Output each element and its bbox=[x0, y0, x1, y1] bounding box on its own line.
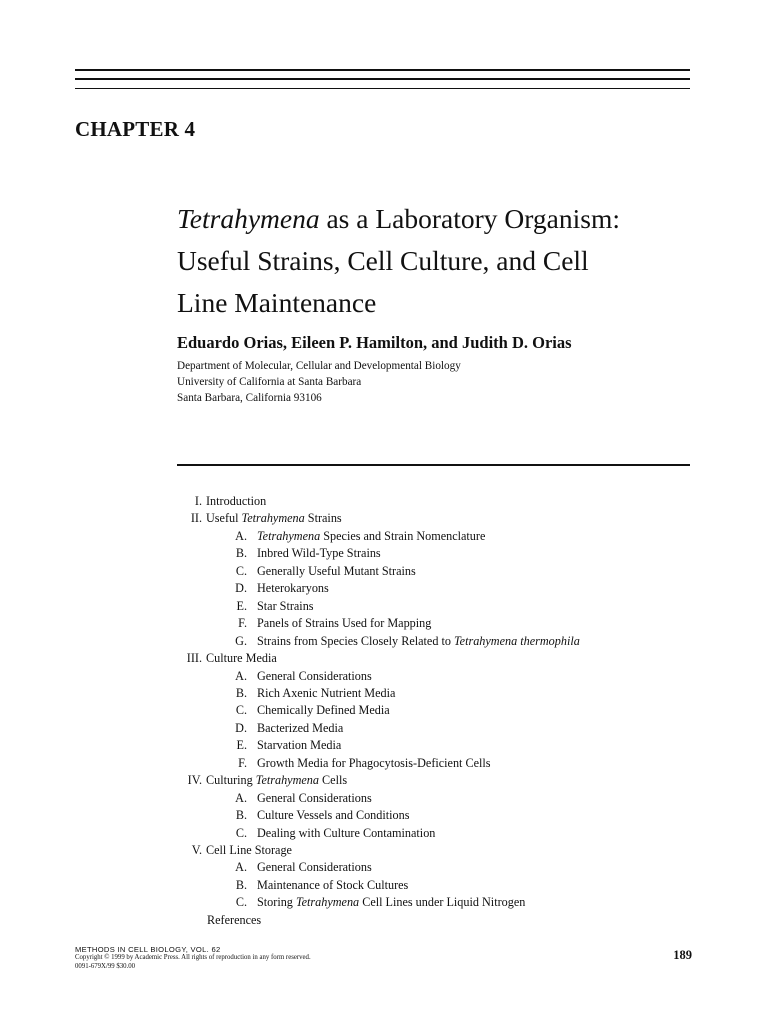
header-rule-middle bbox=[75, 78, 690, 80]
toc-text-part: General Considerations bbox=[257, 860, 372, 875]
chapter-title bbox=[177, 198, 697, 324]
toc-entry-text bbox=[206, 772, 347, 789]
affiliation-line: University of California at Santa Barbara bbox=[177, 376, 362, 388]
toc-text-part: Star Strains bbox=[257, 598, 314, 613]
toc-text-part: Growth Media for Phagocytosis-Deficient Cells bbox=[257, 755, 491, 770]
toc-italic-term: Tetrahymena bbox=[257, 528, 321, 543]
toc-italic-term: Tetrahymena thermophila bbox=[454, 633, 580, 648]
toc-text-part: Strains from Species Closely Related to bbox=[257, 633, 454, 648]
toc-entry-number: B. bbox=[235, 685, 247, 700]
toc-text-part: Strains bbox=[304, 511, 342, 526]
toc-entry-number: C. bbox=[235, 563, 247, 578]
toc-divider-rule bbox=[177, 464, 690, 466]
affiliation-line: Department of Molecular, Cellular and Developmental Biology bbox=[177, 360, 461, 372]
toc-entry-text bbox=[257, 825, 435, 842]
toc-entry-text bbox=[257, 755, 491, 772]
title-line-1-rest: as a Laboratory Organism: bbox=[319, 203, 620, 234]
toc-entry-number: E. bbox=[236, 598, 247, 613]
toc-entry-text bbox=[257, 859, 372, 876]
toc-text-part: Culture Vessels and Conditions bbox=[257, 808, 410, 823]
toc-entry-number: B. bbox=[235, 546, 247, 561]
affiliation bbox=[177, 358, 461, 406]
toc-entry-number: D. bbox=[235, 581, 247, 596]
toc-italic-term: Tetrahymena bbox=[241, 511, 305, 526]
toc-text-part: General Considerations bbox=[257, 790, 372, 805]
toc-text-part: General Considerations bbox=[257, 668, 372, 683]
toc-text-part: Chemically Defined Media bbox=[257, 703, 390, 718]
title-line-2: Useful Strains, Cell Culture, and Cell bbox=[177, 245, 589, 276]
toc-entry-text bbox=[257, 545, 381, 562]
issn-price: 0091-679X/99 $30.00 bbox=[75, 962, 136, 970]
toc-entry-text bbox=[257, 720, 343, 737]
toc-entry-text bbox=[257, 807, 409, 824]
toc-entry-number: F. bbox=[238, 755, 247, 770]
toc-text-part: Heterokaryons bbox=[257, 581, 329, 596]
toc-entry-text bbox=[257, 615, 431, 632]
toc-entry-text bbox=[257, 633, 580, 650]
copyright-notice: Copyright © 1999 by Academic Press. All rights of reproduction in any form reserved. bbox=[75, 954, 311, 961]
toc-entry-number: C. bbox=[235, 825, 247, 840]
toc-entry-number: III. bbox=[186, 651, 202, 666]
title-italic-word: Tetrahymena bbox=[177, 203, 320, 234]
toc-text-part: Species and Strain Nomenclature bbox=[320, 528, 486, 543]
toc-entry-text bbox=[257, 894, 525, 911]
toc-text-part: References bbox=[207, 912, 262, 927]
toc-text-part: Storing bbox=[257, 895, 296, 910]
toc-text-part: Maintenance of Stock Cultures bbox=[257, 877, 409, 892]
toc-entry-number: V. bbox=[191, 843, 202, 857]
toc-entry-text bbox=[257, 877, 408, 894]
toc-italic-term: Tetrahymena bbox=[295, 895, 360, 910]
toc-entry-text bbox=[257, 702, 390, 719]
toc-entry-text bbox=[257, 685, 395, 702]
toc-entry-text bbox=[257, 528, 485, 545]
toc-entry-text bbox=[207, 912, 261, 929]
header-rule-bottom bbox=[75, 88, 690, 89]
toc-text-part: Inbred Wild-Type Strains bbox=[257, 546, 381, 561]
toc-entry-number: A. bbox=[235, 790, 247, 805]
toc-text-part: Useful bbox=[206, 511, 242, 526]
toc-entry-text bbox=[257, 598, 314, 615]
toc-entry-text bbox=[206, 650, 277, 667]
toc-entry-text bbox=[206, 493, 266, 510]
toc-entry-number: A. bbox=[235, 528, 247, 543]
toc-text-part: Culturing bbox=[206, 773, 256, 788]
toc-entry-number: B. bbox=[235, 808, 247, 823]
toc-entry-number: C. bbox=[235, 703, 247, 718]
toc-text-part: Generally Useful Mutant Strains bbox=[257, 563, 416, 578]
footer bbox=[75, 945, 311, 971]
toc-entry-number: B. bbox=[235, 877, 247, 892]
toc-text-part: Rich Axenic Nutrient Media bbox=[257, 685, 396, 700]
toc-entry-number: IV. bbox=[187, 773, 202, 788]
toc-entry-number: A. bbox=[235, 860, 247, 875]
toc-entry-text bbox=[206, 510, 342, 527]
affiliation-line: Santa Barbara, California 93106 bbox=[177, 392, 322, 404]
toc-text-part: Dealing with Culture Contamination bbox=[257, 825, 436, 840]
toc-entry-number: A. bbox=[235, 668, 247, 683]
toc-entry-text bbox=[257, 790, 372, 807]
title-line-1 bbox=[177, 198, 697, 240]
toc-entry-number: II. bbox=[190, 511, 202, 526]
chapter-label: CHAPTER 4 bbox=[75, 117, 196, 141]
toc-entry-number: F. bbox=[238, 616, 247, 631]
page-number: 189 bbox=[673, 948, 692, 962]
authors: Eduardo Orias, Eileen P. Hamilton, and Judith D. Orias bbox=[177, 333, 572, 352]
toc-text-part: Cell Line Storage bbox=[206, 843, 292, 857]
journal-citation: METHODS IN CELL BIOLOGY, VOL. 62 bbox=[75, 945, 221, 954]
header-rule-top bbox=[75, 69, 690, 71]
toc-italic-term: Tetrahymena bbox=[255, 773, 319, 788]
toc-text-part: Cells bbox=[318, 773, 348, 788]
toc-entry-text bbox=[257, 563, 416, 580]
toc-text-part: Introduction bbox=[206, 494, 267, 508]
toc-text-part: Panels of Strains Used for Mapping bbox=[257, 616, 432, 631]
toc-text-part: Culture Media bbox=[206, 651, 277, 666]
toc-text-part: Cell Lines under Liquid Nitrogen bbox=[359, 895, 526, 910]
toc-entry-text bbox=[257, 668, 372, 685]
toc-entry-number: G. bbox=[235, 633, 247, 648]
toc-entry-number: I. bbox=[194, 494, 202, 508]
toc-entry-text bbox=[257, 580, 329, 597]
toc-text-part: Starvation Media bbox=[257, 738, 342, 753]
toc-entry-number: E. bbox=[236, 738, 247, 753]
title-line-3: Line Maintenance bbox=[177, 287, 377, 318]
toc-text-part: Bacterized Media bbox=[257, 720, 344, 735]
toc-entry-text bbox=[206, 842, 292, 859]
toc-entry-number: D. bbox=[235, 720, 247, 735]
toc-entry-text bbox=[257, 737, 341, 754]
toc-entry-number: C. bbox=[235, 895, 247, 910]
